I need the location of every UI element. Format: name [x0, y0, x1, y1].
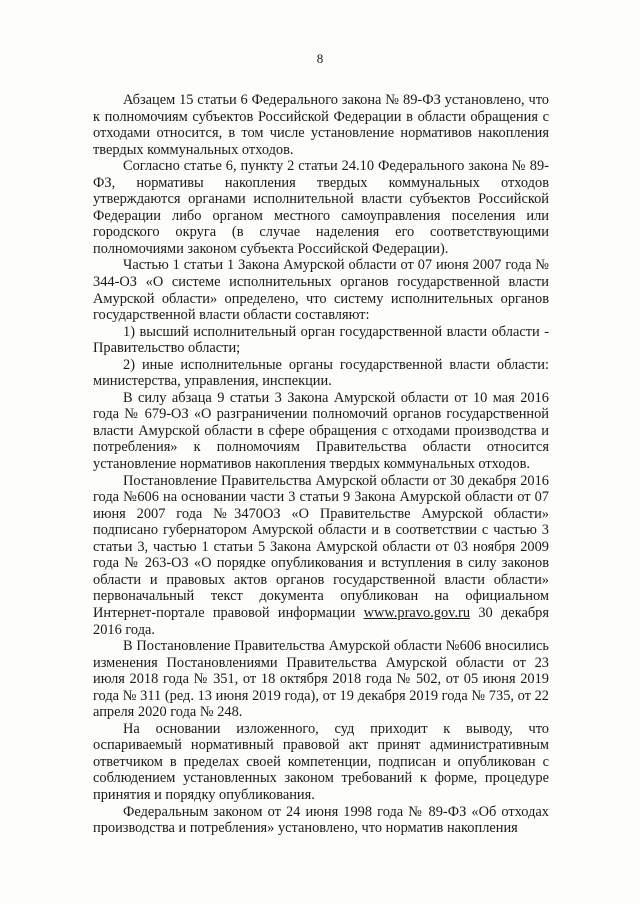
paragraph-6: В силу абзаца 9 статьи 3 Закона Амурской области от 10 мая 2016 года № 679-ОЗ «О разграничении полномочий органов государственной власти Амурской области в сфере обращения с отходами производства и потребления» к полномочиям Правительства области относится установление нормативов накопления твердых коммунальных отходов.: [93, 389, 549, 473]
paragraph-4: 1) высший исполнительный орган государственной власти области - Правительство области;: [93, 323, 549, 357]
paragraph-8: В Постановление Правительства Амурской области №606 вносились изменения Постановлениями Правительства Амурской области от 23 июля 2018 года № 351, от 18 октября 2018 года № 502, от 05 июня 2019 года № 311 (ред. 13 июня 2019 года), от 19 декабря 2019 года № 735, от 22 апреля 2020 года № 248.: [93, 638, 549, 721]
paragraph-10: Федеральным законом от 24 июня 1998 года № 89-ФЗ «Об отходах производства и потребления» установлено, что норматив накопления: [93, 803, 549, 837]
paragraph-5: 2) иные исполнительные органы государственной власти области: министерства, управления, инспекции.: [93, 356, 549, 390]
page-number: 8: [316, 51, 324, 66]
paragraph-2: Согласно статье 6, пункту 2 статьи 24.10 Федерального закона № 89-ФЗ, нормативы накопления твердых коммунальных отходов утверждаются органами исполнительной власти субъектов Российской Федерации либо органом местного самоуправления поселения или городского округа (в случае наделения его соответствующими полномочиями законом субъекта Российской Федерации).: [93, 158, 549, 257]
paragraph-3: Частью 1 статьи 1 Закона Амурской области от 07 июня 2007 года № 344-ОЗ «О системе исполнительных органов государственной власти Амурской области» определено, что систему исполнительных органов государственной власти области составляют:: [93, 257, 549, 324]
paragraph-7: [93, 473, 549, 638]
paragraph-1: Абзацем 15 статьи 6 Федерального закона № 89-ФЗ установлено, что к полномочиям субъектов Российской Федерации в области обращения с отходами относится, в том числе установление нормативов накопления твердых коммунальных отходов.: [93, 92, 549, 158]
paragraph-7-text: Постановление Правительства Амурской области от 30 декабря 2016 года №606 на основании части 3 статьи 9 Закона Амурской области от 07 июня 2007 года №3470ОЗ «О Правительстве Амурской области» подписано губернатором Амурской области и в соответствии с частью 3 статьи 3, частью 1 статьи 5 Закона Амурской области от 03 ноября 2009 года № 263-ОЗ «О порядке опубликования и вступления в силу законов области и правовых актов органов государственной власти области» первоначальный текст документа опубликован на официальном Интернет-портале правовой информации: [93, 472, 549, 621]
pravo-link[interactable]: www.pravo.gov.ru: [363, 604, 471, 621]
paragraph-9: На основании изложенного, суд приходит к выводу, что оспариваемый нормативный правовой акт принят административным ответчиком в пределах своей компетенции, подписан и опубликован с соблюдением установленных законом требований к форме, процедуре принятия и порядку опубликования.: [93, 720, 549, 803]
paragraph-7-tail: 30 декабря 2016 года.: [93, 604, 549, 638]
document-body: [93, 92, 549, 837]
